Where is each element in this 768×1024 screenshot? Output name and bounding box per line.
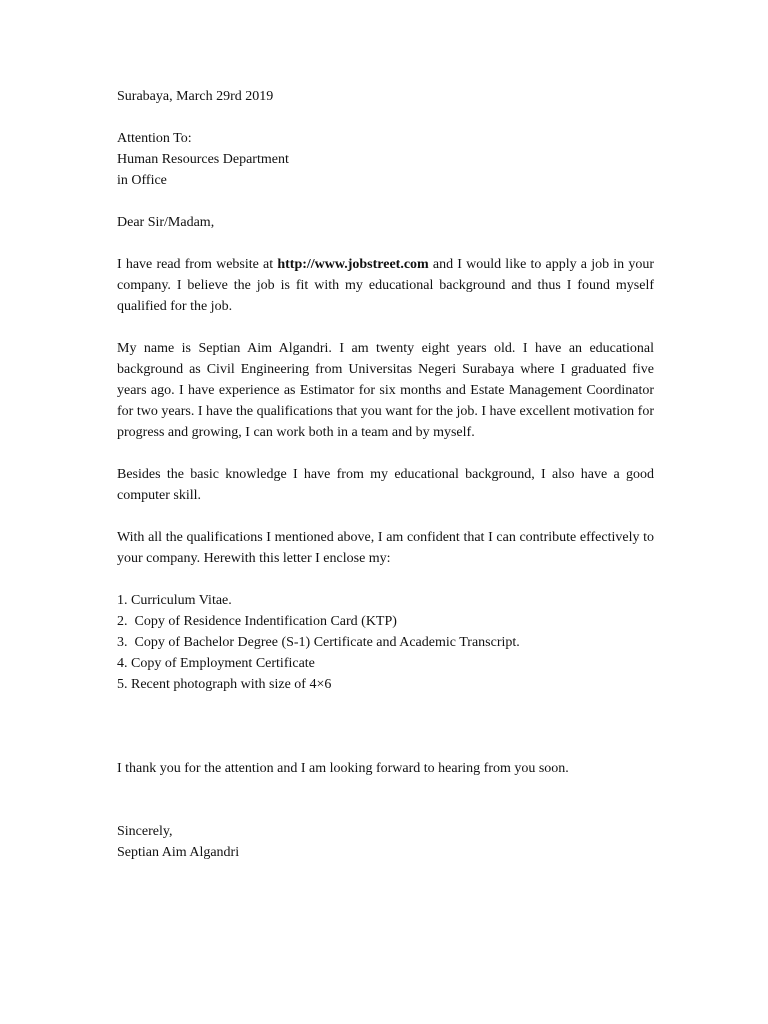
enclosure-list	[117, 590, 654, 695]
spacer	[117, 317, 654, 338]
list-item-number: 1.	[117, 593, 128, 608]
salutation-block	[117, 212, 654, 233]
website-link[interactable]: http://www.jobstreet.com	[277, 257, 429, 272]
valediction: Sincerely,	[117, 824, 173, 839]
spacer	[117, 506, 654, 527]
list-item	[117, 611, 654, 632]
list-item-number: 2.	[117, 614, 128, 629]
place-date: Surabaya, March 29rd 2019	[117, 89, 274, 104]
list-item	[117, 674, 654, 695]
recipient-block	[117, 128, 654, 191]
spacer	[117, 737, 654, 758]
list-item-number: 3.	[117, 635, 128, 650]
spacer	[117, 443, 654, 464]
attention-label: Attention To:	[117, 131, 192, 146]
spacer	[117, 569, 654, 590]
intro-text-end: and I would like to apply a job in your company. I believe the job is fit with my educational background and thus I found myself qualified for the job.	[117, 257, 654, 314]
spacer	[117, 695, 654, 737]
spacer	[117, 191, 654, 212]
list-item	[117, 632, 654, 653]
date-line	[117, 86, 654, 107]
paragraph-enclosure-intro: With all the qualifications I mentioned above, I am confident that I can contribute effectively to your company. Herewith this letter I enclose my:	[117, 530, 654, 566]
paragraph-intro	[117, 254, 654, 317]
signature-block	[117, 821, 654, 863]
spacer	[117, 779, 654, 821]
list-item-text: Copy of Residence Indentification Card (KTP)	[127, 614, 397, 629]
paragraph-background: My name is Septian Aim Algandri. I am twenty eight years old. I have an educational background as Civil Engineering from Universitas Negeri Surabaya where I graduated five years ago. I have experience as Estimator for six months and Estate Management Coordinator for two years. I have the qualifications that you want for the job. I have excellent motivation for progress and growing, I can work both in a team and by myself.	[117, 341, 654, 440]
recipient-department: Human Resources Department	[117, 152, 289, 167]
list-item	[117, 590, 654, 611]
list-item-text: Curriculum Vitae.	[127, 593, 232, 608]
paragraph-closing: I thank you for the attention and I am looking forward to hearing from you soon.	[117, 761, 569, 776]
cover-letter	[117, 86, 654, 863]
signature-name: Septian Aim Algandri	[117, 845, 240, 860]
list-item-text: Copy of Bachelor Degree (S-1) Certificate and Academic Transcript.	[127, 635, 520, 650]
list-item	[117, 653, 654, 674]
list-item-number: 5.	[117, 677, 128, 692]
spacer	[117, 107, 654, 128]
salutation: Dear Sir/Madam,	[117, 215, 215, 230]
paragraph-skills: Besides the basic knowledge I have from my educational background, I also have a good computer skill.	[117, 467, 654, 503]
list-item-number: 4.	[117, 656, 128, 671]
recipient-location: in Office	[117, 173, 167, 188]
intro-text-start: I have read from website at	[117, 257, 278, 272]
spacer	[117, 233, 654, 254]
list-item-text: Recent photograph with size of 4×6	[127, 677, 332, 692]
list-item-text: Copy of Employment Certificate	[127, 656, 315, 671]
